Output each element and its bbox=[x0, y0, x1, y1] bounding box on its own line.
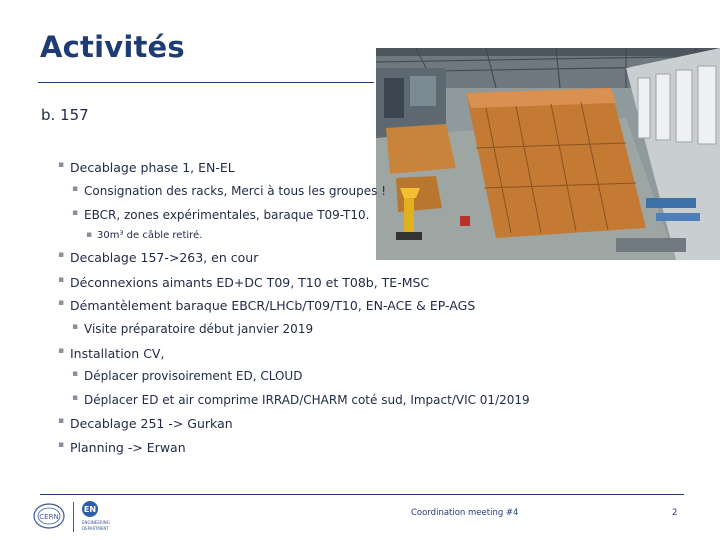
footer-rule bbox=[40, 494, 684, 495]
bullet-marker: ▪ bbox=[58, 298, 65, 308]
cern-logo bbox=[32, 502, 66, 530]
bullet-marker: ▪ bbox=[72, 208, 79, 218]
bullet-list: ▪ Decablage phase 1, EN-EL ▪ Consignation des racks, Merci à tous les groupes ! ▪ EBCR, zones expérimentales, baraque T09-T10. ▪ 30m³ de câble retiré. ▪ Decablage 157->263, en cour ▪ Déconnexions aimants ED+DC T09, T10 et T08b, TE-MSC ▪ Démantèlement baraque EBCR/LHCb/T09/T10, EN-ACE & EP-AGS ▪ Visite préparatoire début janvier 2019 ▪ Installation CV, ▪ Déplacer provisoirement ED, CLOUD ▪ Déplacer ED et air comprime IRRAD/CHARM coté sud, Impact/VIC 01/2019 ▪ Decablage 251 -> Gurkan ▪ Planning -> Erwan bbox=[58, 160, 530, 455]
en-logo bbox=[78, 500, 118, 534]
footer-meeting-label: Coordination meeting #4 bbox=[411, 508, 519, 518]
bullet-marker: ▪ bbox=[72, 369, 79, 379]
en-logo-sub2: DEPARTMENT bbox=[82, 526, 109, 531]
bullet-marker: ▪ bbox=[86, 230, 93, 240]
slide-title: Activités bbox=[40, 30, 185, 64]
en-logo-sub1: ENGINEERING bbox=[82, 520, 110, 525]
page-number: 2 bbox=[672, 508, 678, 518]
bullet-marker: ▪ bbox=[58, 275, 65, 285]
cern-logo-text: CERN bbox=[39, 513, 59, 521]
bullet-marker: ▪ bbox=[58, 250, 65, 260]
bullet-marker: ▪ bbox=[72, 184, 79, 194]
logo-separator bbox=[73, 502, 74, 532]
bullet-marker: ▪ bbox=[58, 440, 65, 450]
bullet-marker: ▪ bbox=[72, 393, 79, 403]
bullet-marker: ▪ bbox=[58, 416, 65, 426]
bullet-marker: ▪ bbox=[58, 346, 65, 356]
bullet-marker: ▪ bbox=[72, 322, 79, 332]
en-logo-text: EN bbox=[83, 505, 97, 514]
slide-subtitle: b. 157 bbox=[41, 106, 89, 124]
bullet-marker: ▪ bbox=[58, 160, 65, 170]
